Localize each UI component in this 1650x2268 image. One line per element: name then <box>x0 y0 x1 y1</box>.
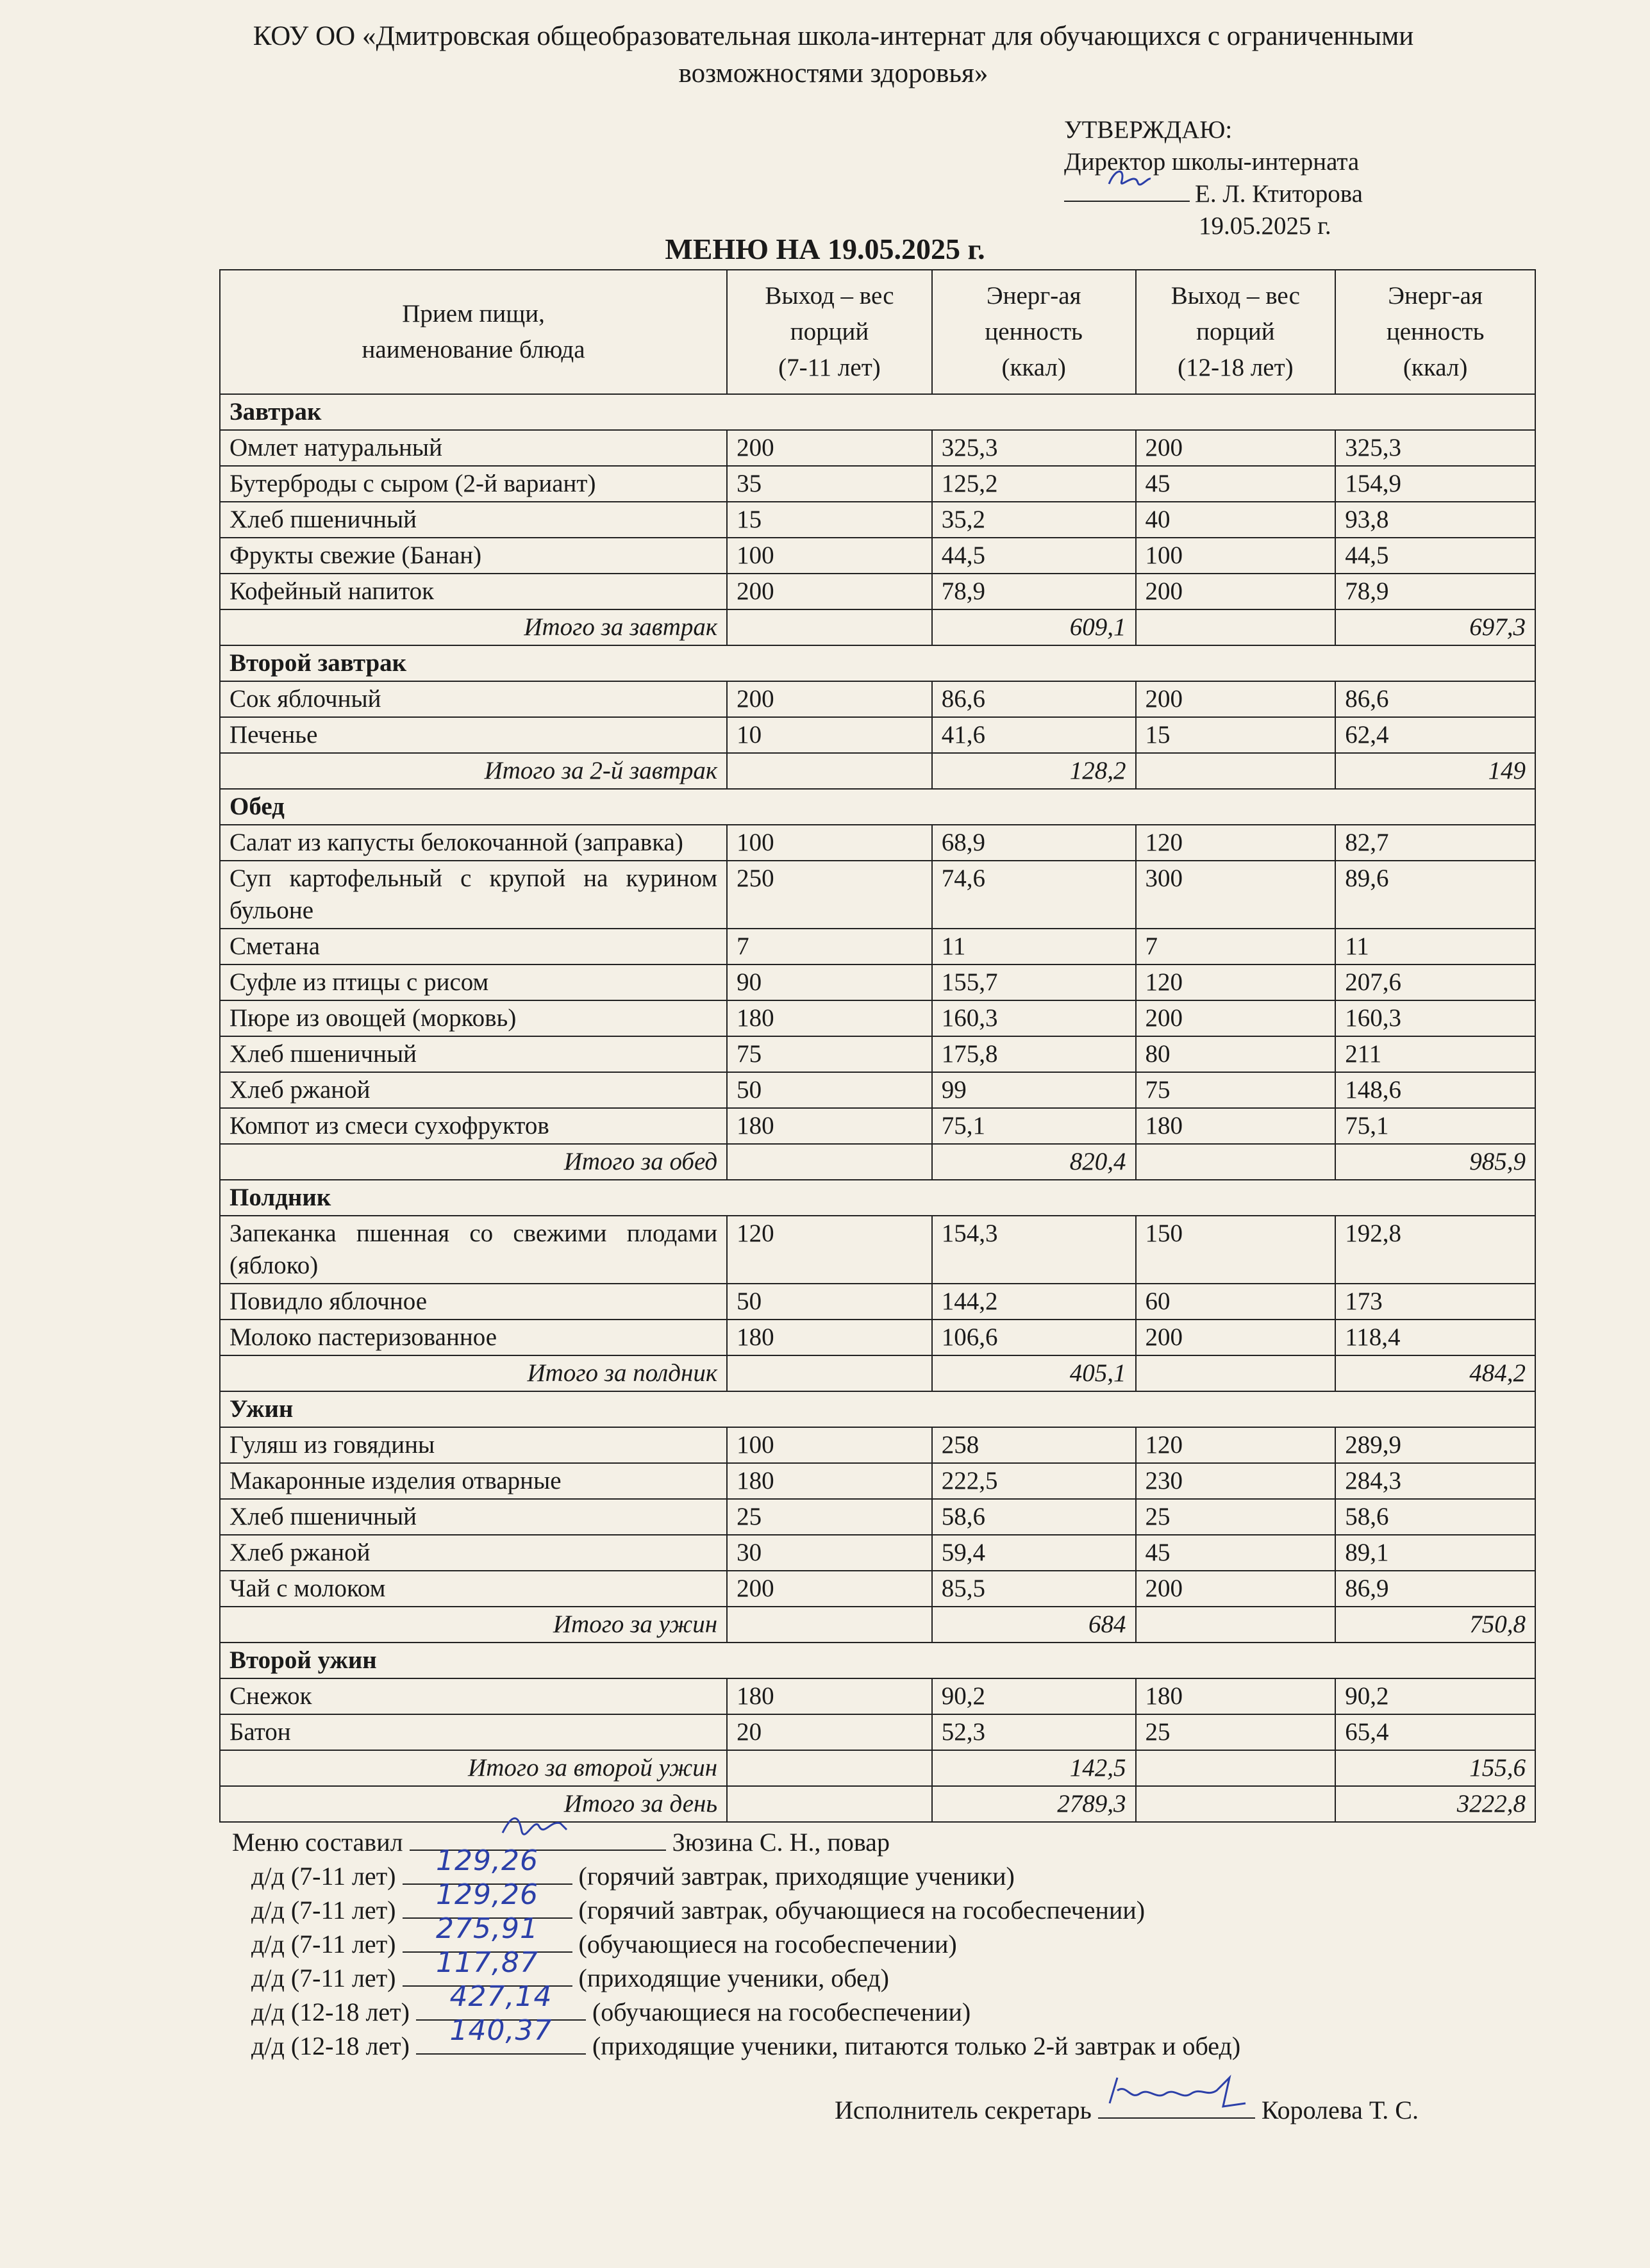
value-cell: 180 <box>727 1108 932 1144</box>
dish-name: Батон <box>220 1714 727 1750</box>
value-cell: 180 <box>727 1320 932 1355</box>
dish-name: Печенье <box>220 717 727 753</box>
value-cell: 175,8 <box>932 1036 1136 1072</box>
section-row <box>220 394 1535 430</box>
value-cell: 25 <box>727 1499 932 1535</box>
total-row <box>220 1355 1535 1391</box>
value-cell: 200 <box>727 1571 932 1607</box>
cost-note: (горячий завтрак, приходящие ученики) <box>578 1862 1015 1891</box>
value-cell: 78,9 <box>932 574 1136 609</box>
value-cell: 75 <box>1136 1072 1336 1108</box>
day-total-row <box>220 1786 1535 1822</box>
empty-cell <box>727 1786 932 1822</box>
total-value-12-18: 484,2 <box>1335 1355 1535 1391</box>
value-cell: 222,5 <box>932 1463 1136 1499</box>
table-row <box>220 1535 1535 1571</box>
cost-note: (обучающиеся на гособеспечении) <box>578 1930 957 1958</box>
cost-value: 427,14 <box>449 1980 553 2013</box>
value-cell: 59,4 <box>932 1535 1136 1571</box>
value-cell: 250 <box>727 861 932 929</box>
value-cell: 15 <box>727 502 932 538</box>
value-cell: 200 <box>727 681 932 717</box>
cost-label: д/д (7-11 лет) <box>251 1862 396 1891</box>
header-line: порций <box>1196 318 1275 345</box>
cost-label: д/д (7-11 лет) <box>251 1964 396 1992</box>
cost-note: (обучающиеся на гособеспечении) <box>592 1998 971 2026</box>
value-cell: 89,1 <box>1335 1535 1535 1571</box>
value-cell: 180 <box>1136 1108 1336 1144</box>
table-row <box>220 1714 1535 1750</box>
table-row <box>220 717 1535 753</box>
empty-cell <box>1136 1144 1336 1180</box>
value-cell: 148,6 <box>1335 1072 1535 1108</box>
organization-header <box>192 18 1474 92</box>
header-line: ценность <box>985 318 1083 345</box>
value-cell: 30 <box>727 1535 932 1571</box>
value-cell: 50 <box>727 1284 932 1320</box>
value-cell: 120 <box>1136 1427 1336 1463</box>
table-row <box>220 1036 1535 1072</box>
total-value-7-11: 405,1 <box>932 1355 1136 1391</box>
executor-label: Исполнитель секретарь <box>835 2096 1092 2124</box>
dish-name: Суфле из птицы с рисом <box>220 964 727 1000</box>
section-row <box>220 1391 1535 1427</box>
value-cell: 86,6 <box>1335 681 1535 717</box>
total-label: Итого за ужин <box>220 1607 727 1643</box>
section-title: Второй ужин <box>220 1643 1535 1678</box>
table-row <box>220 825 1535 861</box>
cost-list <box>232 1844 1241 2063</box>
value-cell: 45 <box>1136 1535 1336 1571</box>
table-row <box>220 861 1535 929</box>
dish-name: Фрукты свежие (Банан) <box>220 538 727 574</box>
value-cell: 68,9 <box>932 825 1136 861</box>
value-cell: 120 <box>1136 964 1336 1000</box>
total-row <box>220 1750 1535 1786</box>
table-row <box>220 430 1535 466</box>
value-cell: 90 <box>727 964 932 1000</box>
value-cell: 74,6 <box>932 861 1136 929</box>
value-cell: 192,8 <box>1335 1216 1535 1284</box>
value-cell: 120 <box>1136 825 1336 861</box>
value-cell: 75,1 <box>1335 1108 1535 1144</box>
approval-signature-row <box>1064 178 1363 210</box>
value-cell: 15 <box>1136 717 1336 753</box>
value-cell: 75,1 <box>932 1108 1136 1144</box>
cost-note: (приходящие ученики, обед) <box>578 1964 889 1992</box>
value-cell: 200 <box>1136 1000 1336 1036</box>
value-cell: 86,9 <box>1335 1571 1535 1607</box>
value-cell: 180 <box>727 1678 932 1714</box>
approval-position: Директор школы-интерната <box>1064 148 1360 176</box>
value-cell: 120 <box>727 1216 932 1284</box>
dish-name: Чай с молоком <box>220 1571 727 1607</box>
cost-label: д/д (12-18 лет) <box>251 1998 410 2026</box>
dish-name: Салат из капусты белокочанной (заправка) <box>220 825 727 861</box>
cost-value: 117,87 <box>436 1946 538 1979</box>
header-cell <box>1335 270 1535 394</box>
empty-cell <box>1136 1607 1336 1643</box>
cost-label: д/д (12-18 лет) <box>251 2032 410 2060</box>
value-cell: 7 <box>1136 929 1336 964</box>
cost-row <box>232 1980 1240 2029</box>
value-cell: 50 <box>727 1072 932 1108</box>
value-cell: 89,6 <box>1335 861 1535 929</box>
value-cell: 325,3 <box>1335 430 1535 466</box>
value-cell: 211 <box>1335 1036 1535 1072</box>
value-cell: 125,2 <box>932 466 1136 502</box>
empty-cell <box>1136 1750 1336 1786</box>
menu-table <box>219 269 1536 1823</box>
dish-name: Суп картофельный с крупой на курином бульоне <box>220 861 727 929</box>
empty-cell <box>1136 1786 1336 1822</box>
value-cell: 11 <box>932 929 1136 964</box>
header-line: наименование блюда <box>362 336 585 363</box>
total-value-12-18: 697,3 <box>1335 609 1535 645</box>
section-row <box>220 789 1535 825</box>
header-cell <box>1136 270 1336 394</box>
empty-cell <box>1136 1355 1336 1391</box>
value-cell: 180 <box>1136 1678 1336 1714</box>
table-row <box>220 1284 1535 1320</box>
day-total-12-18: 3222,8 <box>1335 1786 1535 1822</box>
total-value-7-11: 684 <box>932 1607 1136 1643</box>
value-cell: 118,4 <box>1335 1320 1535 1355</box>
empty-cell <box>1136 753 1336 789</box>
total-value-12-18: 750,8 <box>1335 1607 1535 1643</box>
value-cell: 230 <box>1136 1463 1336 1499</box>
cost-label: д/д (7-11 лет) <box>251 1896 396 1924</box>
value-cell: 200 <box>1136 574 1336 609</box>
value-cell: 20 <box>727 1714 932 1750</box>
cost-label: д/д (7-11 лет) <box>251 1930 396 1958</box>
header-cell <box>932 270 1136 394</box>
value-cell: 86,6 <box>932 681 1136 717</box>
value-cell: 41,6 <box>932 717 1136 753</box>
value-cell: 62,4 <box>1335 717 1535 753</box>
value-cell: 106,6 <box>932 1320 1136 1355</box>
table-row <box>220 1320 1535 1355</box>
table-header-row <box>220 270 1535 394</box>
table-row <box>220 1108 1535 1144</box>
value-cell: 25 <box>1136 1714 1336 1750</box>
executor-row <box>835 2094 1419 2125</box>
empty-cell <box>727 609 932 645</box>
value-cell: 155,7 <box>932 964 1136 1000</box>
header-cell <box>727 270 932 394</box>
total-value-7-11: 609,1 <box>932 609 1136 645</box>
header-line: (ккал) <box>1403 354 1468 381</box>
section-title: Ужин <box>220 1391 1535 1427</box>
table-row <box>220 1216 1535 1284</box>
value-cell: 65,4 <box>1335 1714 1535 1750</box>
table-row <box>220 1463 1535 1499</box>
value-cell: 289,9 <box>1335 1427 1535 1463</box>
table-row <box>220 1000 1535 1036</box>
value-cell: 78,9 <box>1335 574 1535 609</box>
value-cell: 35 <box>727 466 932 502</box>
value-cell: 180 <box>727 1000 932 1036</box>
total-row <box>220 1144 1535 1180</box>
table-row <box>220 502 1535 538</box>
total-value-7-11: 820,4 <box>932 1144 1136 1180</box>
value-cell: 100 <box>727 825 932 861</box>
org-line-1: КОУ ОО «Дмитровская общеобразовательная школа-интернат для обучающихся с ограниченными <box>253 21 1414 51</box>
value-cell: 200 <box>1136 1320 1336 1355</box>
value-cell: 284,3 <box>1335 1463 1535 1499</box>
table-row <box>220 466 1535 502</box>
value-cell: 99 <box>932 1072 1136 1108</box>
dish-name: Сок яблочный <box>220 681 727 717</box>
value-cell: 150 <box>1136 1216 1336 1284</box>
header-line: Выход – вес <box>765 282 894 310</box>
header-cell <box>220 270 727 394</box>
table-row <box>220 1678 1535 1714</box>
dish-name: Бутерброды с сыром (2-й вариант) <box>220 466 727 502</box>
section-row <box>220 1180 1535 1216</box>
total-label: Итого за завтрак <box>220 609 727 645</box>
dish-name: Макаронные изделия отварные <box>220 1463 727 1499</box>
value-cell: 258 <box>932 1427 1136 1463</box>
dish-name: Запеканка пшенная со свежими плодами (яблоко) <box>220 1216 727 1284</box>
empty-cell <box>727 753 932 789</box>
dish-name: Хлеб пшеничный <box>220 1499 727 1535</box>
day-total-7-11: 2789,3 <box>932 1786 1136 1822</box>
total-label: Итого за обед <box>220 1144 727 1180</box>
cost-row <box>232 1946 1240 1995</box>
total-value-12-18: 149 <box>1335 753 1535 789</box>
section-row <box>220 1643 1535 1678</box>
composed-by: Зюзина С. Н., повар <box>672 1828 890 1857</box>
value-cell: 10 <box>727 717 932 753</box>
value-cell: 60 <box>1136 1284 1336 1320</box>
total-label: Итого за 2-й завтрак <box>220 753 727 789</box>
section-row <box>220 645 1535 681</box>
table-row <box>220 1427 1535 1463</box>
table-row <box>220 1571 1535 1607</box>
value-cell: 75 <box>727 1036 932 1072</box>
header-line: (7-11 лет) <box>778 354 881 381</box>
header-line: (ккал) <box>1001 354 1066 381</box>
total-value-7-11: 128,2 <box>932 753 1136 789</box>
value-cell: 35,2 <box>932 502 1136 538</box>
table-row <box>220 681 1535 717</box>
empty-cell <box>727 1144 932 1180</box>
cost-row <box>232 2014 1241 2063</box>
dish-name: Хлеб пшеничный <box>220 502 727 538</box>
value-cell: 200 <box>1136 681 1336 717</box>
table-row <box>220 964 1535 1000</box>
total-label: Итого за полдник <box>220 1355 727 1391</box>
menu-title: МЕНЮ НА 19.05.2025 г. <box>665 233 985 265</box>
table-row <box>220 1072 1535 1108</box>
value-cell: 100 <box>727 538 932 574</box>
dish-name: Кофейный напиток <box>220 574 727 609</box>
executor-name: Королева Т. С. <box>1261 2096 1419 2124</box>
value-cell: 58,6 <box>932 1499 1136 1535</box>
dish-name: Хлеб ржаной <box>220 1535 727 1571</box>
value-cell: 325,3 <box>932 430 1136 466</box>
value-cell: 44,5 <box>932 538 1136 574</box>
value-cell: 160,3 <box>1335 1000 1535 1036</box>
header-line: Энерг-ая <box>986 282 1081 310</box>
header-line: Прием пищи, <box>402 300 545 327</box>
value-cell: 85,5 <box>932 1571 1136 1607</box>
dish-name: Хлеб ржаной <box>220 1072 727 1108</box>
dish-name: Гуляш из говядины <box>220 1427 727 1463</box>
value-cell: 144,2 <box>932 1284 1136 1320</box>
table-row <box>220 1499 1535 1535</box>
cost-note: (горячий завтрак, обучающиеся на гособеспечении) <box>578 1896 1146 1924</box>
value-cell: 45 <box>1136 466 1336 502</box>
empty-cell <box>727 1750 932 1786</box>
cost-note: (приходящие ученики, питаются только 2-й завтрак и обед) <box>592 2032 1241 2060</box>
header-line: Выход – вес <box>1171 282 1300 310</box>
cost-row <box>232 1844 1240 1893</box>
day-total-label: Итого за день <box>220 1786 727 1822</box>
section-title: Завтрак <box>220 394 1535 430</box>
value-cell: 200 <box>1136 430 1336 466</box>
total-value-12-18: 155,6 <box>1335 1750 1535 1786</box>
value-cell: 11 <box>1335 929 1535 964</box>
table-row <box>220 538 1535 574</box>
cost-row <box>232 1878 1240 1927</box>
director-signature <box>1064 179 1190 202</box>
value-cell: 25 <box>1136 1499 1336 1535</box>
value-cell: 82,7 <box>1335 825 1535 861</box>
dish-name: Молоко пастеризованное <box>220 1320 727 1355</box>
approval-block <box>1064 114 1363 242</box>
value-cell: 52,3 <box>932 1714 1136 1750</box>
section-title: Второй завтрак <box>220 645 1535 681</box>
composed-row <box>232 1825 1240 1859</box>
table-row <box>220 929 1535 964</box>
value-cell: 58,6 <box>1335 1499 1535 1535</box>
header-line: ценность <box>1386 318 1485 345</box>
total-row <box>220 609 1535 645</box>
footer <box>232 1825 1240 2063</box>
section-title: Полдник <box>220 1180 1535 1216</box>
cost-value: 140,37 <box>449 2014 553 2047</box>
value-cell: 207,6 <box>1335 964 1535 1000</box>
value-cell: 173 <box>1335 1284 1535 1320</box>
value-cell: 300 <box>1136 861 1336 929</box>
value-cell: 100 <box>1136 538 1336 574</box>
cost-value: 129,26 <box>436 1844 538 1877</box>
section-title: Обед <box>220 789 1535 825</box>
empty-cell <box>1136 609 1336 645</box>
total-row <box>220 753 1535 789</box>
cost-value: 275,91 <box>436 1912 538 1945</box>
value-cell: 154,3 <box>932 1216 1136 1284</box>
composed-label: Меню составил <box>232 1828 403 1857</box>
header-line: Энерг-ая <box>1388 282 1483 310</box>
value-cell: 93,8 <box>1335 502 1535 538</box>
value-cell: 200 <box>727 430 932 466</box>
dish-name: Снежок <box>220 1678 727 1714</box>
cost-row <box>232 1912 1240 1961</box>
executor-signature <box>1098 2094 1255 2119</box>
value-cell: 160,3 <box>932 1000 1136 1036</box>
total-label: Итого за второй ужин <box>220 1750 727 1786</box>
header-line: (12-18 лет) <box>1178 354 1294 381</box>
header-line: порций <box>790 318 869 345</box>
dish-name: Пюре из овощей (морковь) <box>220 1000 727 1036</box>
value-cell: 180 <box>727 1463 932 1499</box>
total-row <box>220 1607 1535 1643</box>
value-cell: 100 <box>727 1427 932 1463</box>
cost-value: 129,26 <box>436 1878 538 1911</box>
value-cell: 90,2 <box>932 1678 1136 1714</box>
dish-name: Хлеб пшеничный <box>220 1036 727 1072</box>
dish-name: Повидло яблочное <box>220 1284 727 1320</box>
empty-cell <box>727 1355 932 1391</box>
value-cell: 200 <box>727 574 932 609</box>
table-row <box>220 574 1535 609</box>
dish-name: Омлет натуральный <box>220 430 727 466</box>
empty-cell <box>727 1607 932 1643</box>
value-cell: 80 <box>1136 1036 1336 1072</box>
value-cell: 154,9 <box>1335 466 1535 502</box>
cost-value-blank <box>416 2014 586 2055</box>
approval-heading: УТВЕРЖДАЮ: <box>1064 116 1233 144</box>
value-cell: 44,5 <box>1335 538 1535 574</box>
value-cell: 7 <box>727 929 932 964</box>
value-cell: 90,2 <box>1335 1678 1535 1714</box>
dish-name: Компот из смеси сухофруктов <box>220 1108 727 1144</box>
org-line-2: возможностями здоровья» <box>678 58 988 88</box>
value-cell: 40 <box>1136 502 1336 538</box>
director-name: Е. Л. Ктиторова <box>1195 180 1363 208</box>
value-cell: 200 <box>1136 1571 1336 1607</box>
approval-date: 19.05.2025 г. <box>1199 212 1331 240</box>
total-value-12-18: 985,9 <box>1335 1144 1535 1180</box>
total-value-7-11: 142,5 <box>932 1750 1136 1786</box>
dish-name: Сметана <box>220 929 727 964</box>
